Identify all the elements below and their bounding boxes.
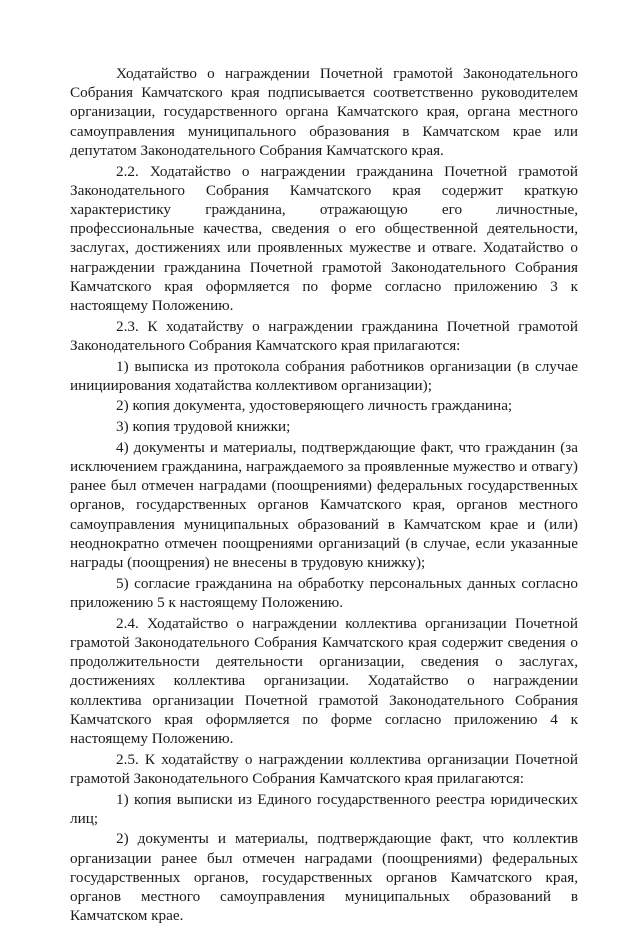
list-item-2-5-2: 2) документы и материалы, подтверждающие факт, что коллектив организации ранее был отмечен наградами (поощрениями) федеральных государственных органов, государственных органов Камчатского края, органов местного самоуправления муниципальных образований в Камчатском крае. [70, 830, 578, 925]
list-item-2-5-1: 1) копия выписки из Единого государственного реестра юридических лиц; [70, 790, 578, 827]
paragraph-2-2: 2.2. Ходатайство о награждении гражданина Почетной грамотой Законодательного Собрания Камчатского края содержит краткую характеристику гражданина, отражающую его личностные, профессиональные качества, сведения о его общественной деятельности, заслугах, достижениях или проявленных мужестве и отваге. Ходатайство о награждении гражданина Почетной грамотой Законодательного Собрания Камчатского края оформляется по форме согласно приложению 3 к настоящему Положению. [70, 162, 578, 314]
list-item-2-3-3: 3) копия трудовой книжки; [116, 418, 291, 436]
paragraph-signing: Ходатайство о награждении Почетной грамотой Законодательного Собрания Камчатского края подписывается соответственно руководителем организации, государственного органа Камчатского края, органа местного самоуправления муниципального образования в Камчатском крае или депутатом Законодательного Собрания Камчатского края. [70, 65, 578, 159]
paragraph-2-4: 2.4. Ходатайство о награждении коллектива организации Почетной грамотой Законодательного Собрания Камчатского края содержит сведения о продолжительности деятельности организации, сведения о заслугах, достижениях коллектива организации. Ходатайство о награждении коллектива организации Почетной грамотой Законодательного Собрания Камчатского края оформляется по форме согласно приложению 4 к настоящему Положению. [70, 614, 578, 747]
list-item-2-3-5: 5) согласие гражданина на обработку персональных данных согласно приложению 5 к настоящему Положению. [70, 574, 578, 611]
document-page [70, 64, 578, 927]
paragraph-2-3: 2.3. К ходатайству о награждении гражданина Почетной грамотой Законодательного Собрания Камчатского края прилагаются: [70, 317, 578, 354]
list-item-2-3-2: 2) копия документа, удостоверяющего личность гражданина; [116, 397, 513, 415]
list-item-2-3-4: 4) документы и материалы, подтверждающие факт, что гражданин (за исключением гражданина, награждаемого за проявленные мужество и отвагу) ранее был отмечен наградами (поощрениями) федеральных государственных органов, государственных органов Камчатского края, органов местного самоуправления муниципальных образований в Камчатском крае и (или) неоднократно отмечен поощрениями организаций (в случае, если указанные награды (поощрения) не внесены в трудовую книжку); [70, 438, 578, 572]
paragraph-2-5: 2.5. К ходатайству о награждении коллектива организации Почетной грамотой Законодательного Собрания Камчатского края прилагаются: [70, 750, 578, 787]
list-item-2-3-1: 1) выписка из протокола собрания работников организации (в случае инициирования ходатайства коллективом организации); [70, 357, 578, 394]
